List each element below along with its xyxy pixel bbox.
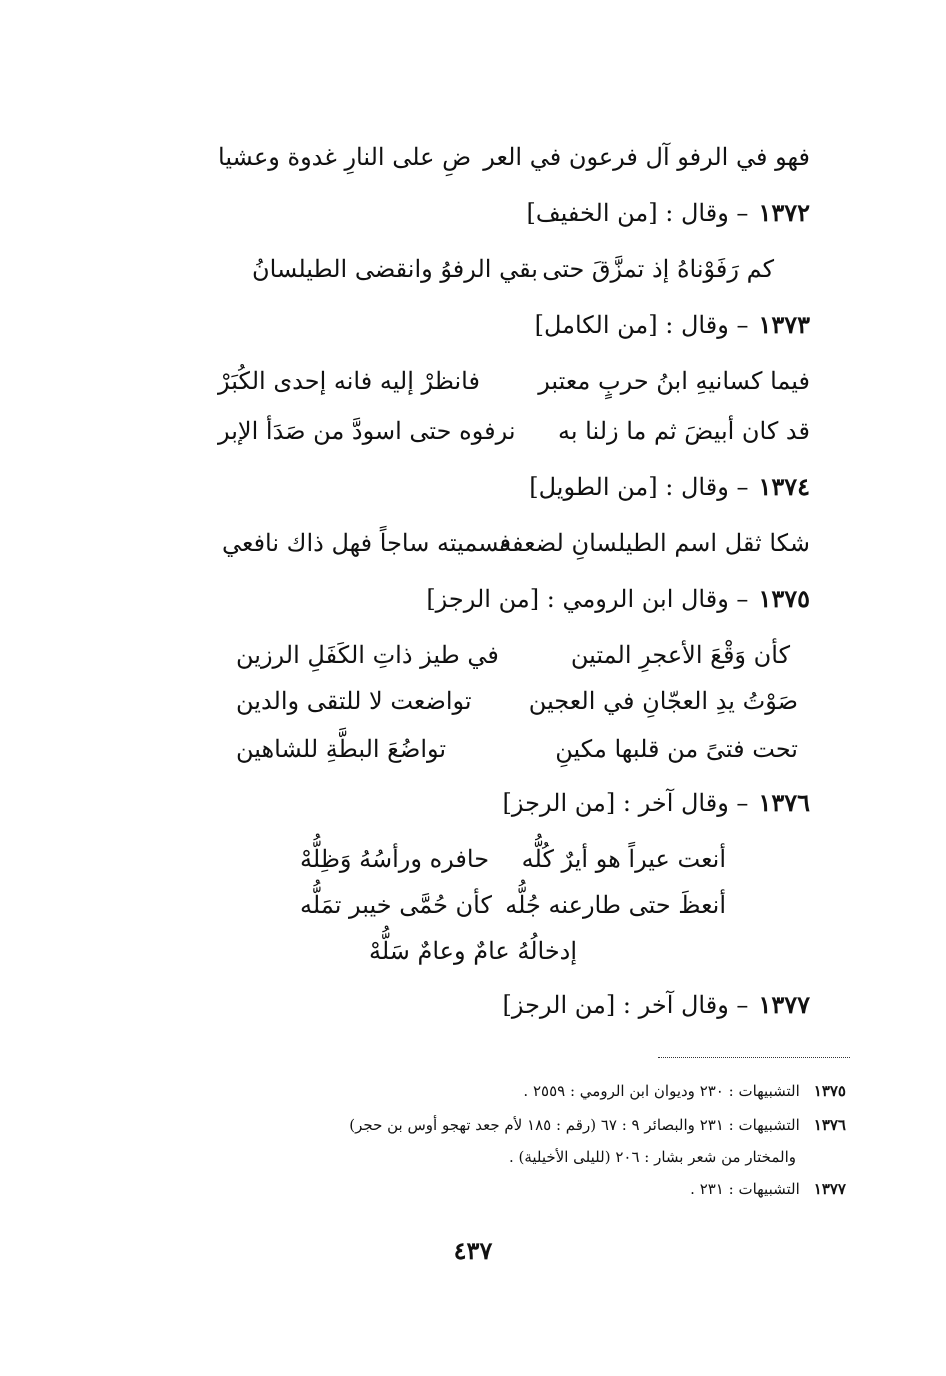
verse-second-hemistich: تواضعت لا للتقى والدين — [236, 687, 472, 715]
poem-heading — [502, 786, 810, 820]
verse-first-hemistich: صَوْتُ يدِ العجّانِ في العجين — [528, 687, 798, 715]
verse-second-hemistich: فسميته ساجاً فهل ذاك نافعي — [222, 529, 512, 557]
poem-heading — [529, 470, 810, 504]
footnote-continuation: والمختار من شعر بشار : ٢٠٦ (لليلى الأخيلية) . — [508, 1148, 796, 1166]
verse-first-hemistich: كم رَفَوْناهُ إذ تمزَّقَ حتى — [542, 255, 774, 283]
verse-first-hemistich: قد كان أبيضَ ثم ما زلنا به — [557, 417, 810, 445]
poem-number: ١٣٧٥ — [758, 584, 810, 613]
poem-intro: – وقال : [من الكامل] — [534, 311, 749, 339]
page-number: ٤٣٧ — [453, 1236, 493, 1265]
verse-first-hemistich: تحت فتىً من قلبها مكينِ — [555, 735, 798, 763]
poem-intro: – وقال آخر : [من الرجز] — [502, 789, 749, 817]
verse-second-hemistich: تواضُعَ البطَّةِ للشاهين — [236, 735, 447, 763]
verse-second-hemistich: بقي الرفوُ وانقضى الطيلسانُ — [252, 255, 538, 283]
poem-number: ١٣٧٦ — [758, 788, 810, 817]
poem-number: ١٣٧٢ — [758, 198, 810, 227]
poem-heading — [502, 988, 810, 1022]
verse-second-hemistich: في طيز ذاتِ الكَفَلِ الرزين — [236, 641, 499, 669]
poem-heading — [426, 582, 810, 616]
poem-heading — [526, 196, 810, 230]
verse-first-hemistich: فهو في الرفو آل فرعون في العر — [483, 143, 810, 171]
single-hemistich: إدخالُهُ عامٌ وعامٌ سَلُّهْ — [368, 937, 578, 965]
verse-first-hemistich: أنعظَ حتى طارعنه جُلُّه — [505, 891, 726, 919]
verse-first-hemistich: فيما كسانيهِ ابنُ حربٍ معتبر — [538, 367, 810, 395]
poem-intro: – وقال : [من الطويل] — [529, 473, 749, 501]
footnote-number: ١٣٧٥ — [813, 1082, 846, 1100]
verse-second-hemistich: ضِ على النارِ غدوة وعشيا — [218, 143, 472, 171]
poem-number: ١٣٧٧ — [758, 990, 810, 1019]
verse-first-hemistich: أنعت عيراً هو أيرٌ كُلُّه — [521, 845, 726, 873]
poem-number: ١٣٧٤ — [758, 472, 810, 501]
verse-second-hemistich: كأن حُمَّى خيبر تمَلُّه — [300, 891, 492, 919]
footnote — [690, 1176, 846, 1202]
footnote — [349, 1112, 846, 1138]
poem-intro: – وقال ابن الرومي : [من الرجز] — [426, 585, 749, 613]
verse-first-hemistich: كأن وَقْعَ الأعجرِ المتين — [570, 641, 790, 669]
poem-heading — [535, 308, 810, 342]
verse-second-hemistich: نرفوه حتى اسودَّ من صَدَأ الإبر — [218, 417, 516, 445]
verse-second-hemistich: حافره ورأسُهُ وَظِلُّهْ — [300, 845, 490, 873]
footnote-number: ١٣٧٧ — [813, 1180, 846, 1198]
poem-intro: – وقال : [من الخفيف] — [526, 199, 749, 227]
footnote-text: التشبيهات : ٢٣١ . — [690, 1180, 800, 1198]
poem-intro: – وقال آخر : [من الرجز] — [502, 991, 749, 1019]
footnote-text: التشبيهات : ٢٣٠ وديوان ابن الرومي : ٢٥٥٩ . — [523, 1082, 800, 1100]
footnote-text: التشبيهات : ٢٣١ والبصائر ٩ : ٦٧ (رقم : ١٨٥ لأم جعد تهجو أوس بن حجر) — [349, 1116, 800, 1134]
poem-number: ١٣٧٣ — [758, 310, 810, 339]
verse-first-hemistich: شكا ثقل اسم الطيلسانِ لضعفه — [499, 529, 810, 557]
footnote-separator — [658, 1057, 850, 1058]
footnote — [523, 1078, 846, 1104]
footnote-number: ١٣٧٦ — [813, 1116, 846, 1134]
verse-second-hemistich: فانظرْ إليه فانه إحدى الكُبَرْ — [218, 367, 480, 395]
